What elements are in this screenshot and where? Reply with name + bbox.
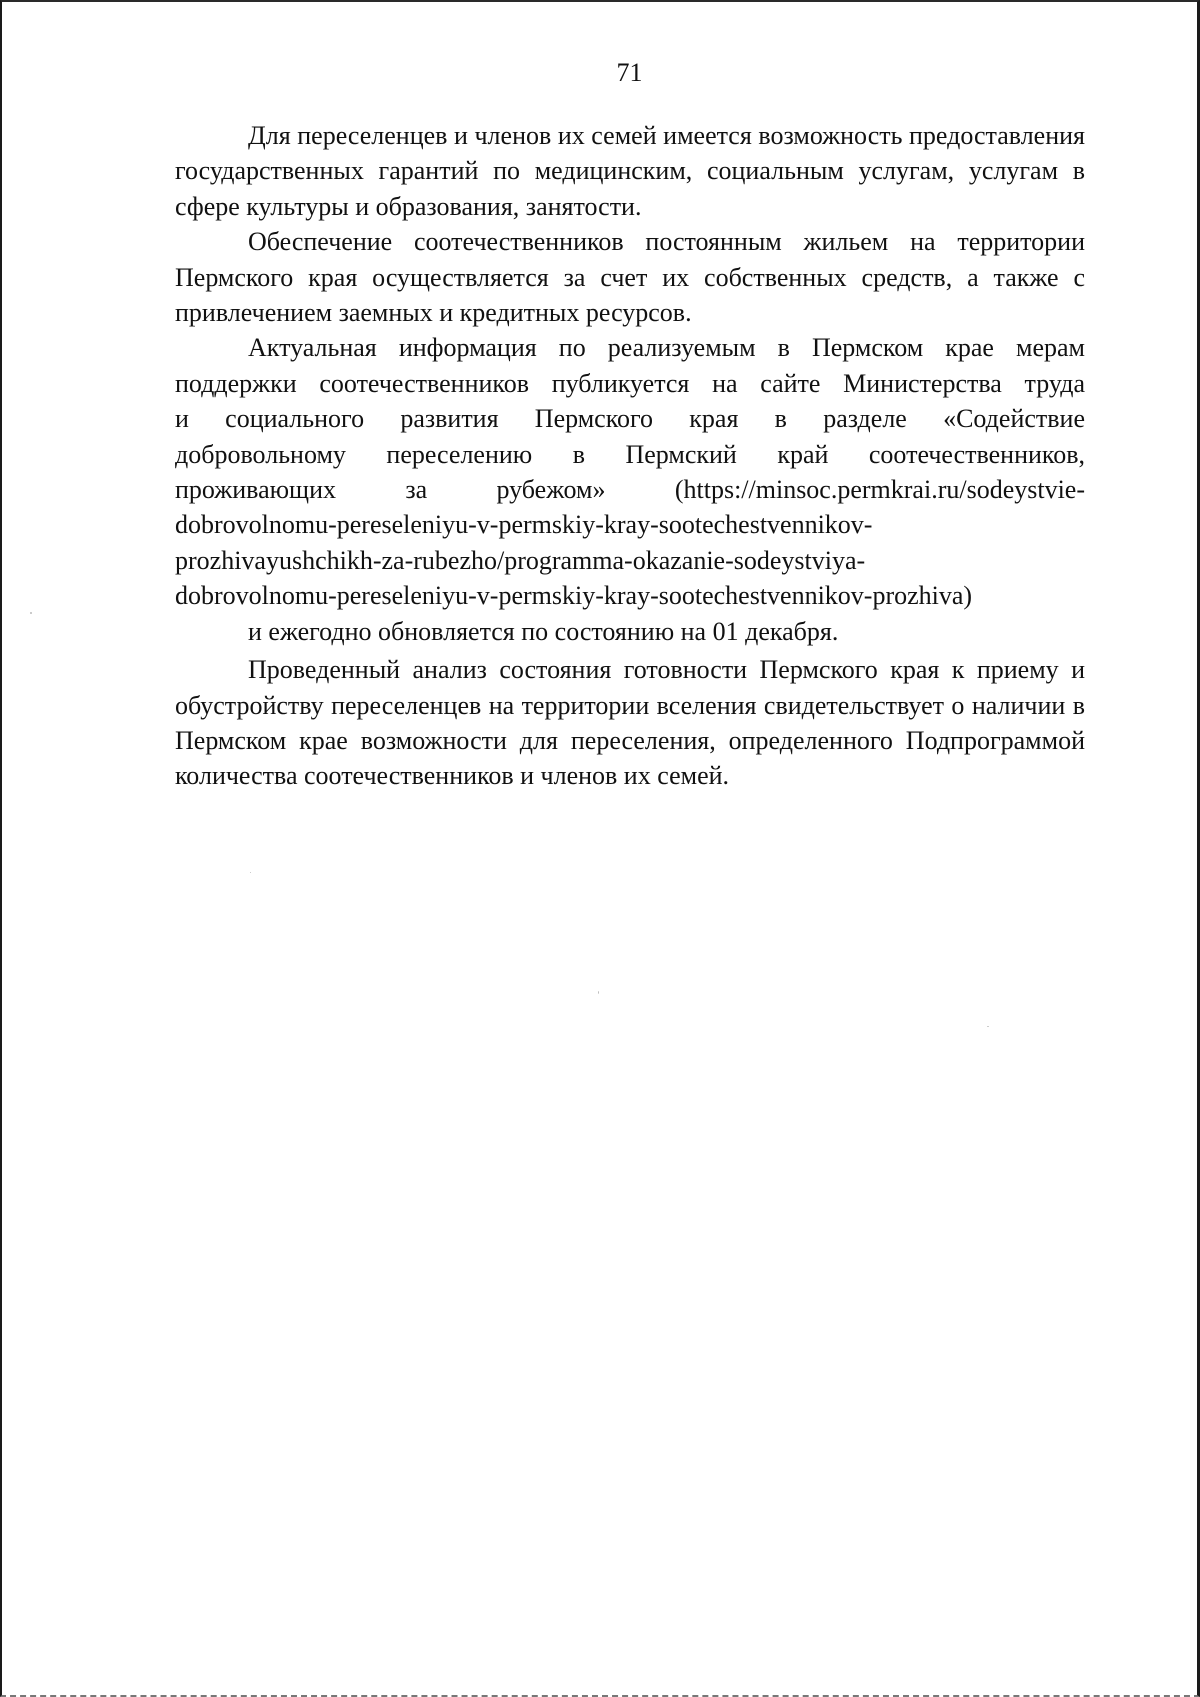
ministry-url-line-2[interactable]: prozhivayushchikh-za-rubezho/programma-okazanie-sodeystviya- xyxy=(175,545,866,575)
paragraph-information-line-4: добровольному переселению в Пермский край соотечественников, xyxy=(175,439,1085,469)
scan-speck xyxy=(250,872,251,873)
paragraph-information-line-2: поддержки соотечественников публикуется на сайте Министерства труда xyxy=(175,368,1085,398)
paragraph-information-line-1: Актуальная информация по реализуемым в Пермском крае мерам xyxy=(248,333,1085,363)
paragraph-information-line-3: и социального развития Пермского края в разделе «Содействие xyxy=(175,404,1085,434)
paragraph-information-line-5: проживающих за рубежом» (https://minsoc.permkrai.ru/sodeystvie- xyxy=(175,475,1085,505)
ministry-url-line-3[interactable]: dobrovolnomu-pereseleniyu-v-permskiy-kray-sootechestvennikov-prozhiva) xyxy=(175,581,973,611)
scan-speck xyxy=(598,991,599,994)
paragraph-information-tail: и ежегодно обновляется по состоянию на 01 декабря. xyxy=(248,616,839,646)
scan-speck xyxy=(987,1026,989,1027)
paragraph-housing: Обеспечение соотечественников постоянным жильем на территории Пермского края осуществляется за счет их собственных средств, а также с привлечением заемных и кредитных ресурсов. xyxy=(175,227,1085,328)
paragraph-information xyxy=(175,330,1085,649)
page-number: 71 xyxy=(616,58,643,87)
ministry-url-line-1[interactable]: dobrovolnomu-pereseleniyu-v-permskiy-kray-sootechestvennikov- xyxy=(175,510,873,540)
document-body xyxy=(175,118,1085,794)
scan-speck xyxy=(30,612,32,614)
paragraph-analysis: Проведенный анализ состояния готовности Пермского края к приему и обустройству переселенцев на территории вселения свидетельствует о наличии в Пермском крае возможности для переселения, определенного Подпрограммой количества соотечественников и членов их семей. xyxy=(175,655,1085,791)
paragraph-guarantees: Для переселенцев и членов их семей имеется возможность предоставления государственных гарантий по медицинским, социальным услугам, услугам в сфере культуры и образования, занятости. xyxy=(175,121,1085,221)
